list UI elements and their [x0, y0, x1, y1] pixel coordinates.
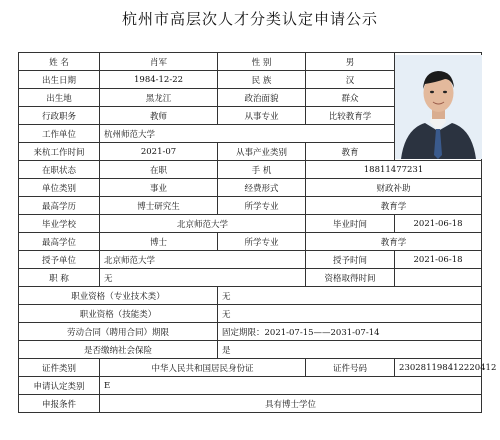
value-arrival-time: 2021-07: [100, 143, 218, 161]
table-row: [19, 305, 482, 323]
value-social-insurance: 是: [218, 341, 482, 359]
label-mobile: 手 机: [218, 161, 306, 179]
value-political-status: 群众: [306, 89, 395, 107]
value-birth-date: 1984-12-22: [100, 71, 218, 89]
label-id-number: 证件号码: [306, 359, 395, 377]
table-row: [19, 179, 482, 197]
label-graduation-school: 毕业学校: [19, 215, 100, 233]
value-qualification-professional: 无: [218, 287, 482, 305]
value-major: 教育学: [306, 197, 482, 215]
value-gender: 男: [306, 53, 395, 71]
table-row: [19, 53, 482, 71]
label-graduation-date: 毕业时间: [306, 215, 395, 233]
value-application-condition: 具有博士学位: [100, 395, 482, 413]
value-highest-education: 博士研究生: [100, 197, 218, 215]
value-industry: 教育: [306, 143, 395, 161]
value-birthplace: 黑龙江: [100, 89, 218, 107]
table-row: [19, 269, 482, 287]
label-degree-major: 所学专业: [218, 233, 306, 251]
applicant-photo: [395, 55, 481, 159]
application-form-table: [18, 52, 497, 413]
value-mobile: 18811477231: [306, 161, 482, 179]
value-degree-major: 教育学: [306, 233, 482, 251]
value-qualification-skill: 无: [218, 305, 482, 323]
label-arrival-time: 来杭工作时间: [19, 143, 100, 161]
table-row: [19, 341, 482, 359]
value-id-type: 中华人民共和国居民身份证: [100, 359, 306, 377]
table-row: [19, 251, 482, 269]
value-name: 肖军: [100, 53, 218, 71]
value-application-category: E: [100, 377, 482, 395]
table-row: [19, 197, 482, 215]
table-row: [19, 377, 482, 395]
value-graduation-school: 北京师范大学: [100, 215, 306, 233]
label-qualification-date: 资格取得时间: [306, 269, 395, 287]
value-specialty: 比较教育学: [306, 107, 395, 125]
label-ethnicity: 民 族: [218, 71, 306, 89]
label-employer: 工作单位: [19, 125, 100, 143]
table-row: [19, 323, 482, 341]
label-employment-status: 在职状态: [19, 161, 100, 179]
value-grant-date: 2021-06-18: [395, 251, 482, 269]
label-qualification-skill: 职业资格（技能类）: [19, 305, 218, 323]
label-qualification-professional: 职业资格（专业技术类）: [19, 287, 218, 305]
table-row: [19, 215, 482, 233]
value-graduation-date: 2021-06-18: [395, 215, 482, 233]
label-specialty: 从事专业: [218, 107, 306, 125]
label-major: 所学专业: [218, 197, 306, 215]
label-professional-title: 职 称: [19, 269, 100, 287]
label-application-condition: 申报条件: [19, 395, 100, 413]
label-gender: 性 别: [218, 53, 306, 71]
value-highest-degree: 博士: [100, 233, 218, 251]
value-unit-type: 事业: [100, 179, 218, 197]
photo-cell: [395, 53, 482, 161]
label-funding-form: 经费形式: [218, 179, 306, 197]
label-position: 行政职务: [19, 107, 100, 125]
label-unit-type: 单位类别: [19, 179, 100, 197]
table-row: [19, 287, 482, 305]
label-social-insurance: 是否缴纳社会保险: [19, 341, 218, 359]
value-qualification-date: [395, 269, 482, 287]
value-ethnicity: 汉: [306, 71, 395, 89]
label-political-status: 政治面貌: [218, 89, 306, 107]
table-row: [19, 233, 482, 251]
table-row: [19, 359, 482, 377]
table-row: [19, 161, 482, 179]
label-highest-degree: 最高学位: [19, 233, 100, 251]
table-row: [19, 395, 482, 413]
label-contract-term: 劳动合同（聘用合同）期限: [19, 323, 218, 341]
label-industry: 从事产业类别: [218, 143, 306, 161]
label-birthplace: 出生地: [19, 89, 100, 107]
value-contract-term: 固定期限：2021-07-15——2031-07-14: [218, 323, 482, 341]
value-funding-form: 财政补助: [306, 179, 482, 197]
label-name: 姓 名: [19, 53, 100, 71]
label-birth-date: 出生日期: [19, 71, 100, 89]
value-position: 教师: [100, 107, 218, 125]
label-granting-institution: 授予单位: [19, 251, 100, 269]
value-granting-institution: 北京师范大学: [100, 251, 306, 269]
value-id-number: 230281198412220412: [395, 359, 482, 377]
label-id-type: 证件类别: [19, 359, 100, 377]
label-application-category: 申请认定类别: [19, 377, 100, 395]
value-professional-title: 无: [100, 269, 306, 287]
value-employment-status: 在职: [100, 161, 218, 179]
label-grant-date: 授予时间: [306, 251, 395, 269]
page-title: 杭州市高层次人才分类认定申请公示: [121, 10, 378, 28]
value-employer: 杭州师范大学: [100, 125, 395, 143]
label-highest-education: 最高学历: [19, 197, 100, 215]
